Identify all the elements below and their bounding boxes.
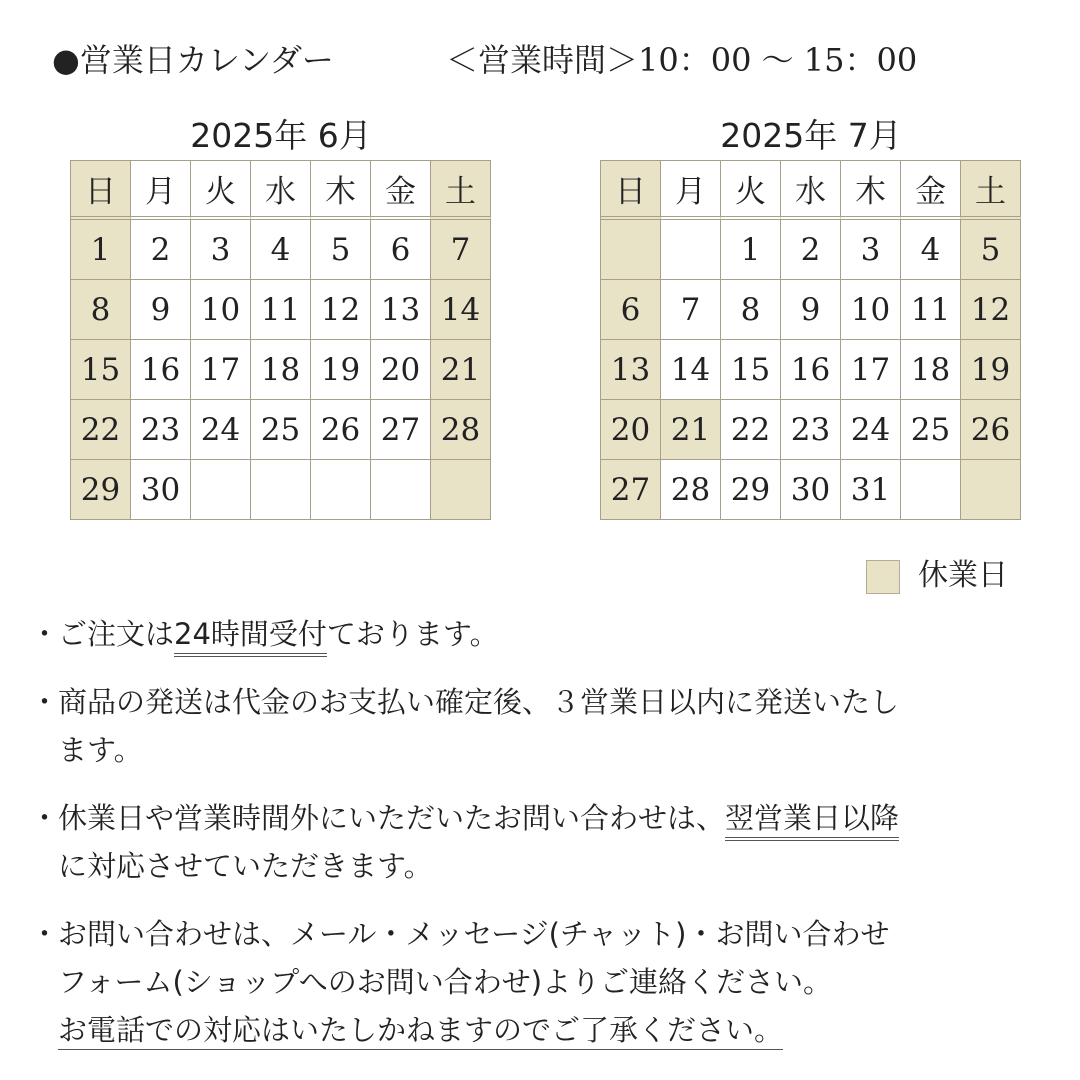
weekday-header: 金: [901, 161, 961, 220]
calendar-day: [431, 460, 491, 520]
page-title: ●営業日カレンダー: [52, 41, 334, 79]
calendar-day: 9: [781, 280, 841, 340]
calendar-july: [600, 112, 1022, 520]
calendar-day: 3: [841, 220, 901, 280]
calendar-day: 23: [131, 400, 191, 460]
calendar-day: [961, 460, 1021, 520]
calendar-day: 13: [601, 340, 661, 400]
note-emphasis: 翌営業日以降: [725, 801, 899, 841]
calendar-day: [601, 220, 661, 280]
weekday-header-row: [71, 161, 491, 220]
calendar-day: 26: [311, 400, 371, 460]
calendar-day: 13: [371, 280, 431, 340]
business-hours-label: ＜営業時間＞: [446, 41, 639, 79]
note-text: ております。: [326, 617, 499, 651]
calendar-day: 10: [841, 280, 901, 340]
weekday-header: 火: [191, 161, 251, 220]
weekday-header: 金: [371, 161, 431, 220]
calendar-day: 6: [371, 220, 431, 280]
calendar-day: 20: [601, 400, 661, 460]
calendar-week-row: [71, 340, 491, 400]
weekday-header: 日: [71, 161, 131, 220]
calendar-day: [371, 460, 431, 520]
calendar-week-row: [71, 220, 491, 280]
legend-label: 休業日: [918, 558, 1008, 593]
calendar-day: 8: [71, 280, 131, 340]
calendar-day: 15: [721, 340, 781, 400]
note-text: に対応させていただきます。: [58, 849, 433, 883]
note-item: [30, 794, 1060, 890]
calendar-day: 29: [721, 460, 781, 520]
note-emphasis: お電話での対応はいたしかねますのでご了承ください。: [58, 1013, 783, 1050]
calendar-day: 18: [251, 340, 311, 400]
notes: [30, 610, 1060, 1074]
calendar-day: 2: [131, 220, 191, 280]
note-item: [30, 678, 1060, 774]
calendar-title: 2025年 6月: [190, 116, 372, 155]
calendar-day: 8: [721, 280, 781, 340]
weekday-header: 月: [661, 161, 721, 220]
calendar-day: 15: [71, 340, 131, 400]
calendar-day: 17: [841, 340, 901, 400]
calendar-title: 2025年 7月: [720, 116, 902, 155]
calendar-day: 30: [781, 460, 841, 520]
calendar-week-row: [71, 460, 491, 520]
calendar-day: 27: [371, 400, 431, 460]
weekday-header: 火: [721, 161, 781, 220]
calendar-day: 14: [661, 340, 721, 400]
calendar-day: 4: [901, 220, 961, 280]
calendar-day: 16: [131, 340, 191, 400]
calendar-june: [70, 112, 492, 520]
calendar-day: 28: [431, 400, 491, 460]
calendar-week-row: [601, 280, 1021, 340]
calendar-day: 18: [901, 340, 961, 400]
note-text: お問い合わせは、メール・メッセージ(チャット)・お問い合わせ: [58, 917, 890, 951]
calendar-day: 20: [371, 340, 431, 400]
calendar-day: 5: [961, 220, 1021, 280]
calendar-day: 25: [251, 400, 311, 460]
bullet: ・: [30, 801, 60, 835]
calendar-day: 24: [191, 400, 251, 460]
weekday-header: 土: [961, 161, 1021, 220]
note-text: ます。: [58, 733, 143, 767]
calendar-day: 30: [131, 460, 191, 520]
calendar-day: 12: [311, 280, 371, 340]
calendar-day: 10: [191, 280, 251, 340]
note-item: [30, 910, 1060, 1054]
calendar-day: [311, 460, 371, 520]
calendar-day: 7: [661, 280, 721, 340]
calendar-grid: [600, 160, 1021, 520]
calendar-week-row: [71, 280, 491, 340]
calendar-day: [191, 460, 251, 520]
calendar-day: 28: [661, 460, 721, 520]
calendar-week-row: [601, 460, 1021, 520]
weekday-header-row: [601, 161, 1021, 220]
weekday-header: 木: [311, 161, 371, 220]
calendar-day: 4: [251, 220, 311, 280]
calendar-day: 11: [251, 280, 311, 340]
calendar-day: 21: [431, 340, 491, 400]
calendar-day: 29: [71, 460, 131, 520]
calendar-day: 3: [191, 220, 251, 280]
calendar-day: 26: [961, 400, 1021, 460]
note-emphasis: 24時間受付: [174, 617, 327, 657]
calendar-day: 1: [71, 220, 131, 280]
calendar-day: 12: [961, 280, 1021, 340]
business-hours-value: 10：00 〜 15：00: [638, 41, 918, 79]
calendar-day: 6: [601, 280, 661, 340]
calendar-day: 7: [431, 220, 491, 280]
business-hours: [446, 38, 917, 82]
calendar-day: 1: [721, 220, 781, 280]
calendar-day: 17: [191, 340, 251, 400]
weekday-header: 日: [601, 161, 661, 220]
weekday-header: 水: [251, 161, 311, 220]
calendar-day: 22: [721, 400, 781, 460]
calendar-day: [661, 220, 721, 280]
calendar-week-row: [601, 220, 1021, 280]
calendar-day: 25: [901, 400, 961, 460]
bullet: ・: [30, 617, 60, 651]
note-text: フォーム(ショップへのお問い合わせ)よりご連絡ください。: [58, 965, 833, 999]
calendar-day: [251, 460, 311, 520]
bullet: ・: [30, 917, 60, 951]
calendar-day: 19: [961, 340, 1021, 400]
calendar-day: 31: [841, 460, 901, 520]
header: [52, 38, 1052, 86]
legend-swatch: [866, 560, 900, 594]
calendar-day: 16: [781, 340, 841, 400]
calendar-day: 27: [601, 460, 661, 520]
bullet: ・: [30, 685, 60, 719]
calendar-day: 22: [71, 400, 131, 460]
calendar-day: 2: [781, 220, 841, 280]
note-item: [30, 610, 1060, 658]
calendar-day: 5: [311, 220, 371, 280]
calendar-day: 19: [311, 340, 371, 400]
weekday-header: 月: [131, 161, 191, 220]
calendar-week-row: [601, 340, 1021, 400]
calendar-day: [901, 460, 961, 520]
weekday-header: 水: [781, 161, 841, 220]
calendar-week-row: [71, 400, 491, 460]
calendar-day: 23: [781, 400, 841, 460]
calendar-week-row: [601, 400, 1021, 460]
note-text: ご注文は: [58, 617, 175, 651]
calendar-day: 14: [431, 280, 491, 340]
calendar-day: 24: [841, 400, 901, 460]
calendar-day: 21: [661, 400, 721, 460]
calendar-grid: [70, 160, 491, 520]
note-text: 商品の発送は代金のお支払い確定後、３営業日以内に発送いたし: [58, 685, 900, 719]
weekday-header: 木: [841, 161, 901, 220]
calendar-day: 11: [901, 280, 961, 340]
note-text: 休業日や営業時間外にいただいたお問い合わせは、: [58, 801, 726, 835]
calendar-day: 9: [131, 280, 191, 340]
weekday-header: 土: [431, 161, 491, 220]
